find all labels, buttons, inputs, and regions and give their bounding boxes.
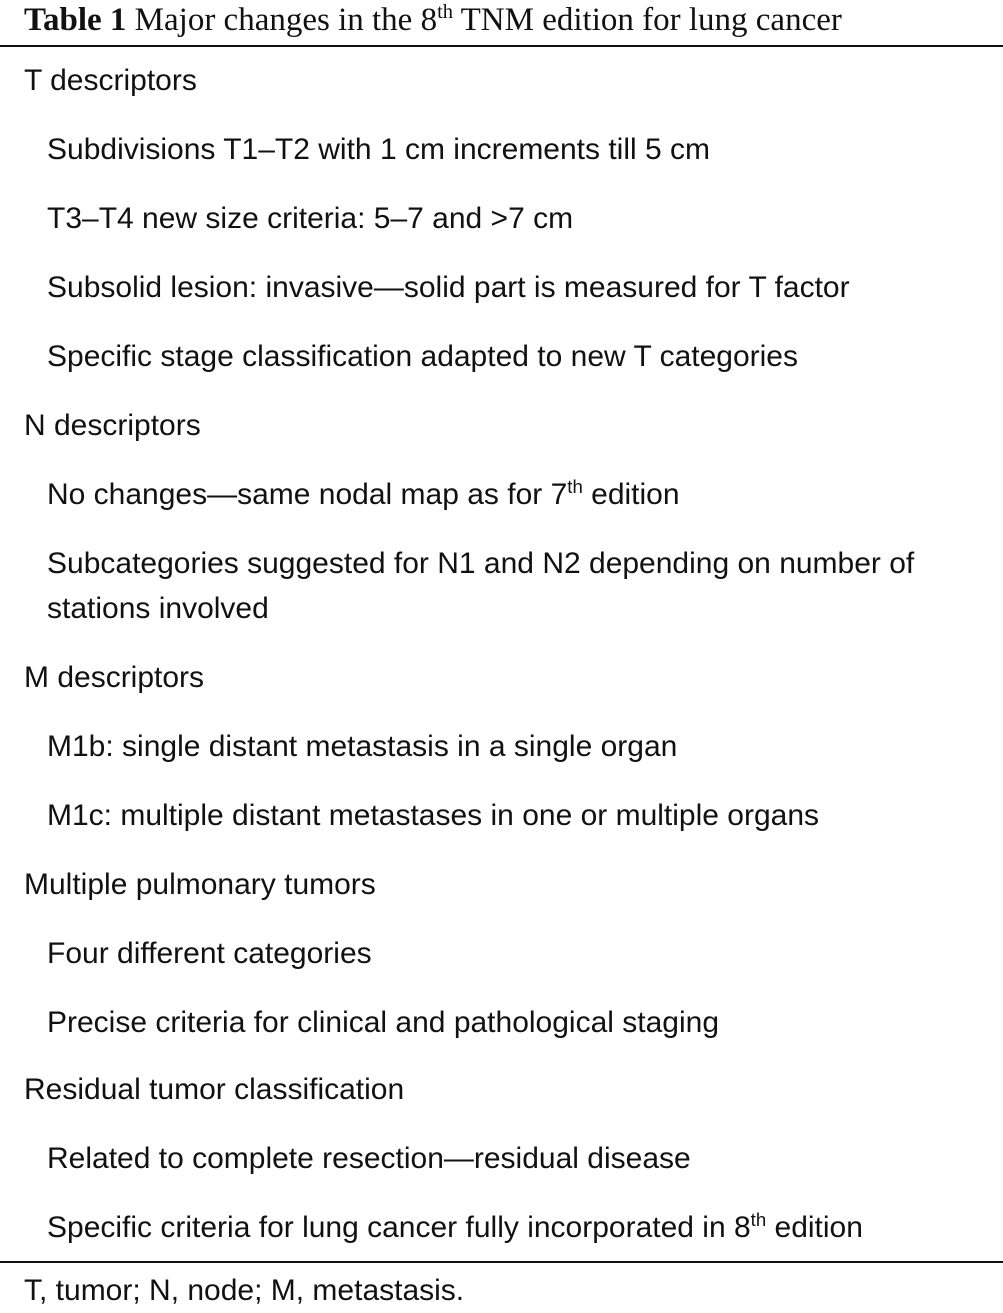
list-item: Four different categories bbox=[47, 937, 372, 970]
table-bottom-rule bbox=[0, 1261, 1003, 1263]
section-heading-n: N descriptors bbox=[24, 409, 201, 442]
list-item: Related to complete resection—residual disease bbox=[47, 1142, 691, 1175]
section-heading-m: M descriptors bbox=[24, 661, 205, 694]
list-item-superscript: th bbox=[567, 475, 583, 497]
list-item-text: Specific criteria for lung cancer fully incorporated in 8 bbox=[47, 1211, 751, 1244]
list-item: Precise criteria for clinical and pathological staging bbox=[47, 1006, 720, 1039]
list-item-text-end: edition bbox=[582, 478, 680, 511]
list-item-text-end: edition bbox=[766, 1211, 863, 1244]
caption-text: Major changes in the 8 bbox=[126, 2, 438, 38]
list-item: M1c: multiple distant metastases in one or multiple organs bbox=[47, 799, 820, 832]
list-item: T3–T4 new size criteria: 5–7 and >7 cm bbox=[47, 202, 574, 235]
table-caption bbox=[24, 0, 842, 44]
table-top-rule bbox=[0, 45, 1003, 47]
list-item: Specific stage classification adapted to new T categories bbox=[47, 340, 798, 373]
list-item-text: No changes—same nodal map as for 7 bbox=[47, 478, 568, 511]
list-item: Subcategories suggested for N1 and N2 depending on number of stations involved bbox=[47, 547, 915, 625]
table-footnote: T, tumor; N, node; M, metastasis. bbox=[24, 1274, 465, 1307]
list-item-superscript: th bbox=[750, 1208, 767, 1230]
section-heading-t: T descriptors bbox=[24, 64, 197, 97]
list-item bbox=[47, 1205, 863, 1250]
caption-text-end: TNM edition for lung cancer bbox=[452, 2, 842, 38]
list-item: Subsolid lesion: invasive—solid part is measured for T factor bbox=[47, 271, 850, 304]
section-heading-multiple-tumors: Multiple pulmonary tumors bbox=[24, 868, 376, 901]
table-label: Table 1 bbox=[24, 2, 127, 38]
section-heading-residual: Residual tumor classification bbox=[24, 1073, 405, 1106]
list-item: M1b: single distant metastasis in a single organ bbox=[47, 730, 678, 763]
list-item bbox=[47, 472, 680, 517]
caption-superscript: th bbox=[437, 0, 453, 23]
list-item: Subdivisions T1–T2 with 1 cm increments till 5 cm bbox=[47, 133, 711, 166]
